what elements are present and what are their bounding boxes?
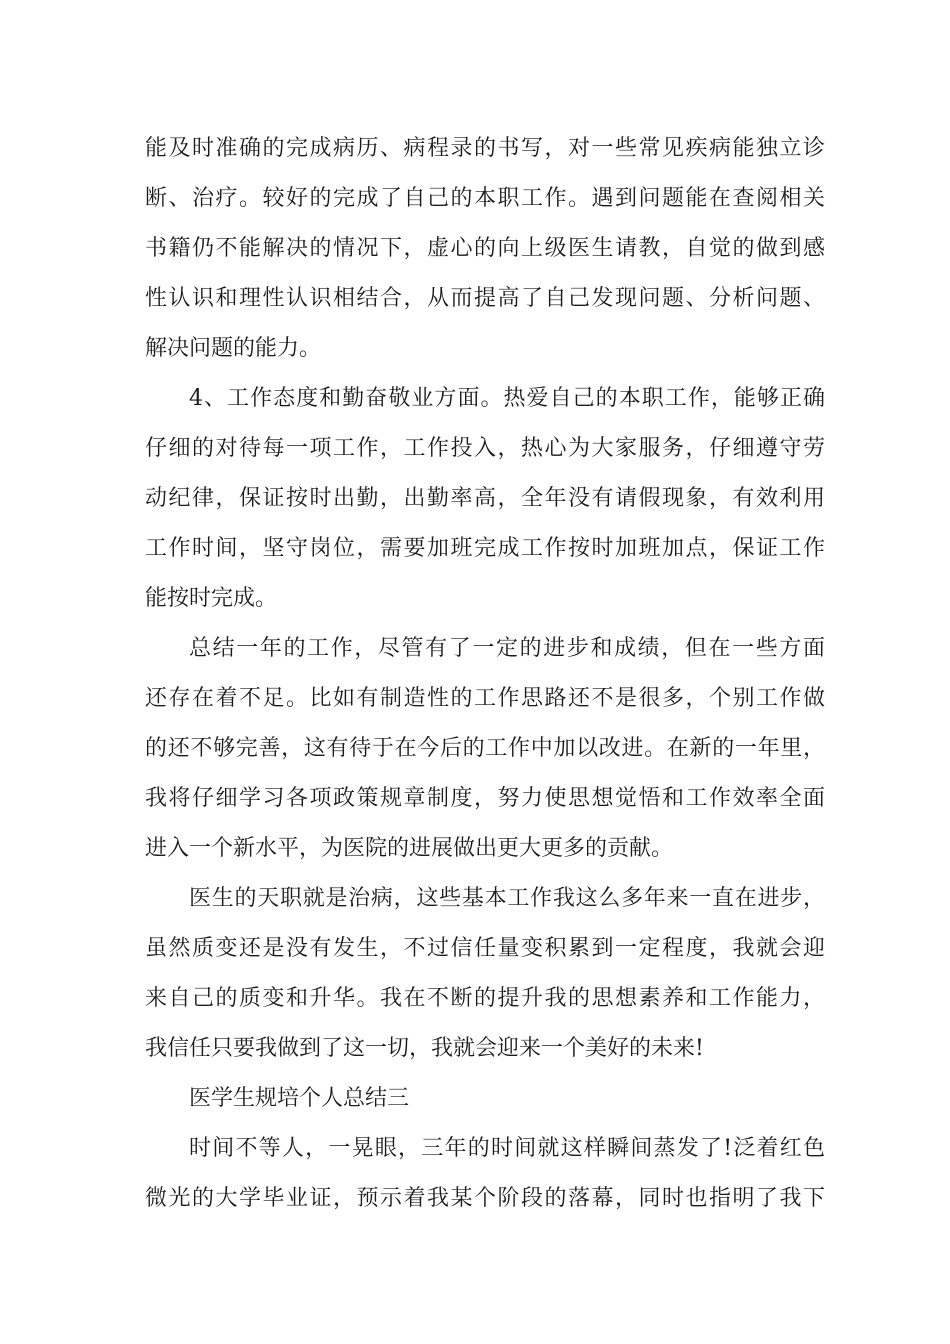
text-line: 动纪律，保证按时出勤，出勤率高，全年没有请假现象，有效利用: [145, 486, 825, 511]
text-line: 微光的大学毕业证，预示着我某个阶段的落幕，同时也指明了我下: [145, 1186, 825, 1211]
text-line: 医生的天职就是治病，这些基本工作我这么多年来一直在进步，: [189, 886, 825, 911]
text-line: 断、治疗。较好的完成了自己的本职工作。遇到问题能在查阅相关: [145, 186, 825, 211]
text-line: 虽然质变还是没有发生，不过信任量变积累到一定程度，我就会迎: [145, 936, 825, 961]
text-line: 仔细的对待每一项工作，工作投入，热心为大家服务，仔细遵守劳: [145, 436, 825, 461]
text-line: 进入一个新水平，为医院的进展做出更大更多的贡献。: [145, 836, 674, 861]
text-line: 的还不够完善，这有待于在今后的工作中加以改进。在新的一年里，: [145, 736, 825, 761]
text-line: 时间不等人，一晃眼，三年的时间就这样瞬间蒸发了!泛着红色: [189, 1136, 825, 1161]
text-line: 总结一年的工作，尽管有了一定的进步和成绩，但在一些方面: [189, 636, 825, 661]
text-line: 能及时准确的完成病历、病程录的书写，对一些常见疾病能独立诊: [145, 136, 825, 161]
text-line: 来自己的质变和升华。我在不断的提升我的思想素养和工作能力，: [145, 986, 825, 1011]
text-line: 性认识和理性认识相结合，从而提高了自己发现问题、分析问题、: [145, 286, 825, 311]
text-line: 我信任只要我做到了这一切，我就会迎来一个美好的未来!: [145, 1036, 704, 1061]
text-line: 4、工作态度和勤奋敬业方面。热爱自己的本职工作，能够正确: [189, 386, 825, 411]
text-line: 还存在着不足。比如有制造性的工作思路还不是很多，个别工作做: [145, 686, 825, 711]
text-line: 能按时完成。: [145, 586, 278, 611]
text-line: 解决问题的能力。: [145, 336, 322, 361]
text-line: 书籍仍不能解决的情况下，虚心的向上级医生请教，自觉的做到感: [145, 236, 825, 261]
section-heading: 医学生规培个人总结三: [189, 1086, 410, 1111]
document-body: [145, 124, 825, 1224]
text-line: 工作时间，坚守岗位，需要加班完成工作按时加班加点，保证工作: [145, 536, 825, 561]
text-line: 我将仔细学习各项政策规章制度，努力使思想觉悟和工作效率全面: [145, 786, 825, 811]
